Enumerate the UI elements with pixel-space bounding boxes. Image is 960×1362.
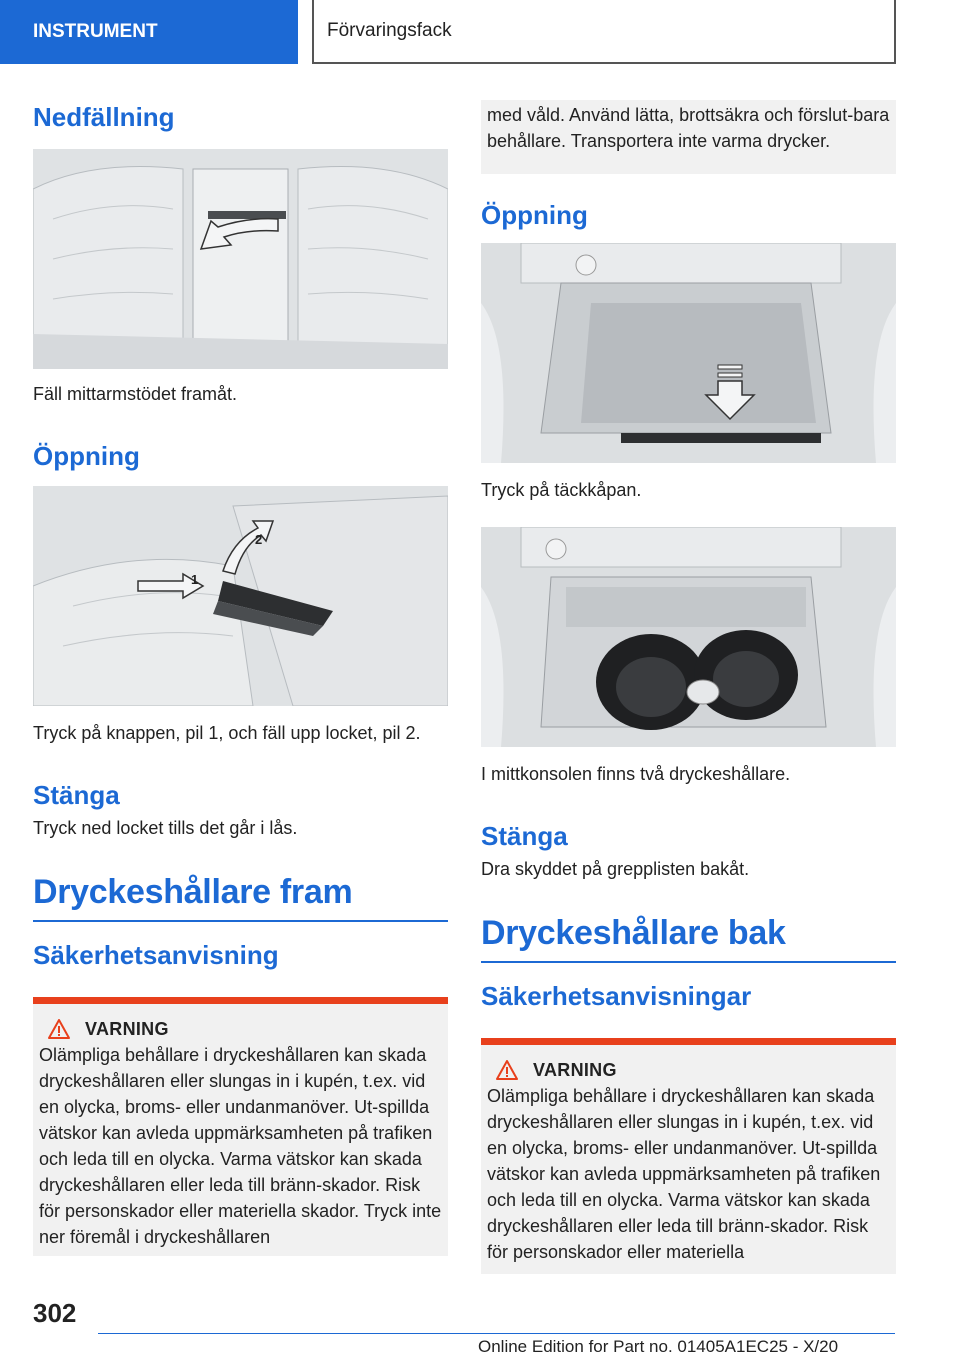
- arrow-label-1: 1: [191, 572, 199, 587]
- page-header-title: [312, 0, 896, 64]
- warning-label-right: VARNING: [533, 1059, 617, 1080]
- footer-edition: Online Edition for Part no. 01405A1EC25 - X/20: [478, 1337, 839, 1356]
- right-column: [481, 100, 896, 1274]
- figure-console-cover: [481, 243, 896, 463]
- heading-stanga: Stänga: [33, 780, 120, 810]
- warning-continuation: [481, 100, 896, 174]
- text-stanga: Tryck ned locket tills det går i lås.: [33, 818, 298, 838]
- heading-oppning: Öppning: [33, 441, 140, 471]
- figure-armrest-open: [33, 486, 448, 706]
- chapter-title: Förvaringsfack: [327, 20, 452, 41]
- arrow-label-2: 2: [255, 532, 263, 547]
- warning-continuation-text: med våld. Använd lätta, brottsäkra och förslut-bara behållare. Transportera inte varma drycker.: [487, 105, 890, 151]
- footer-rule: [98, 1333, 895, 1334]
- warning-box-right: [481, 1038, 896, 1274]
- warning-text: Olämpliga behållare i dryckeshållaren kan skada dryckeshållaren eller slungas in i kupén, t.ex. vid en olycka, broms- eller undanmanöver. Ut-spillda vätskor kan avleda uppmärksamheten på trafiken och leda till en olycka. Varma vätskor kan skada dryckeshållaren eller leda till bränn-skador. Risk för personskador eller materiella skador. Tryck inte ner föremål i dryckeshållaren: [39, 1045, 442, 1247]
- heading-dryckeshallare-fram: Dryckeshållare fram: [33, 873, 353, 911]
- heading-dryckeshallare-bak: Dryckeshållare bak: [481, 914, 786, 952]
- section-label: INSTRUMENT: [33, 21, 158, 42]
- section-tab: [0, 0, 298, 64]
- heading-nedfallning: Nedfällning: [33, 102, 175, 132]
- caption-press-cover: Tryck på täckkåpan.: [481, 480, 642, 500]
- text-stanga-right: Dra skyddet på grepplisten bakåt.: [481, 859, 750, 879]
- heading-sakerhetsanvisning: Säkerhetsanvisning: [33, 940, 279, 970]
- caption-press-button: Tryck på knappen, pil 1, och fäll upp locket, pil 2.: [33, 723, 421, 743]
- warning-box: [33, 997, 448, 1256]
- warning-triangle-icon: [495, 1059, 519, 1081]
- heading-sakerhetsanvisningar: Säkerhetsanvisningar: [481, 981, 752, 1011]
- heading-rule: [33, 920, 448, 922]
- caption-two-cupholders: I mittkonsolen finns två dryckeshållare.: [481, 764, 791, 784]
- warning-label: VARNING: [85, 1018, 169, 1039]
- warning-triangle-icon: [47, 1018, 71, 1040]
- figure-cup-holders: [481, 527, 896, 747]
- page-number: 302: [33, 1298, 77, 1328]
- warning-text-right: Olämpliga behållare i dryckeshållaren kan skada dryckeshållaren eller slungas in i kupén, t.ex. vid en olycka, broms- eller undanmanöver. Ut-spillda vätskor kan avleda uppmärksamheten på trafiken och leda till en olycka. Varma vätskor kan skada dryckeshållaren eller leda till bränn-skador. Risk för personskador eller materiella: [487, 1086, 881, 1262]
- caption-fold-armrest: Fäll mittarmstödet framåt.: [33, 384, 238, 404]
- figure-rear-seat-armrest: [33, 149, 448, 369]
- heading-oppning-right: Öppning: [481, 200, 588, 230]
- heading-rule-right: [481, 961, 896, 963]
- heading-stanga-right: Stänga: [481, 821, 568, 851]
- left-column: [33, 100, 448, 1256]
